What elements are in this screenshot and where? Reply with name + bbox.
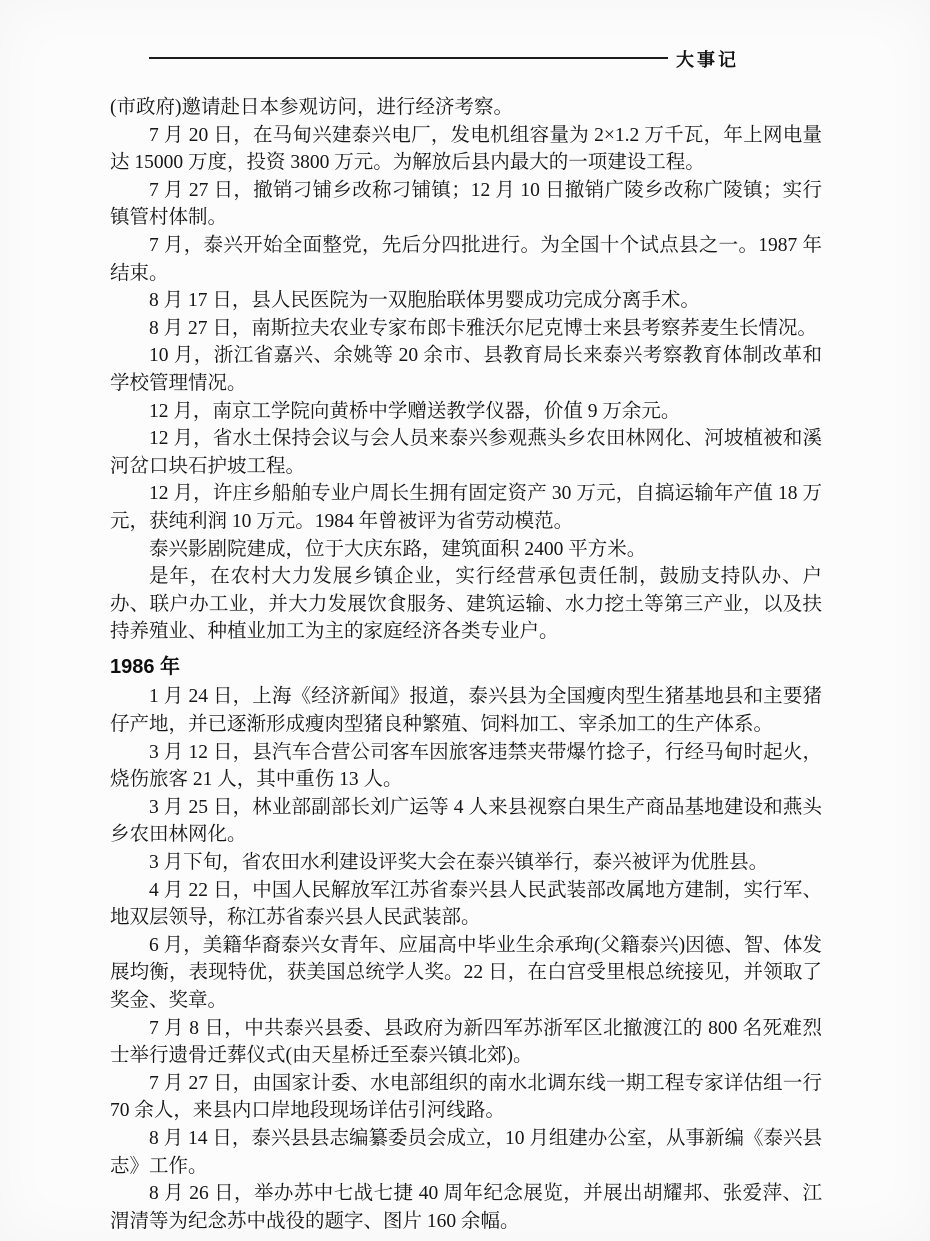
chronicle-entry: 泰兴影剧院建成，位于大庆东路，建筑面积 2400 平方米。 xyxy=(149,538,647,560)
header-rule xyxy=(149,57,668,59)
chronicle-entry: (市政府)邀请赴日本参观访问，进行经济考察。 xyxy=(110,97,513,118)
chronicle-entry: 12 月，南京工学院向黄桥中学赠送教学仪器，价值 9 万余元。 xyxy=(149,400,681,422)
chronicle-entry: 12 月，省水土保持会议与会人员来泰兴参观燕头乡农田林网化、河坡植被和溪河岔口块石护坡工程。 xyxy=(110,428,822,477)
chronicle-entry: 7 月 27 日，撤销刁铺乡改称刁铺镇；12 月 10 日撤销广陵乡改称广陵镇；实行镇管村体制。 xyxy=(110,179,822,229)
chronicle-content xyxy=(110,94,822,1235)
chronicle-entry: 7 月，泰兴开始全面整党，先后分四批进行。为全国十个试点县之一。1987 年结束。 xyxy=(110,234,822,284)
chronicle-entry: 6 月，美籍华裔泰兴女青年、应届高中毕业生余承珣(父籍泰兴)因德、智、体发展均衡，表现特优，获美国总统学人奖。22 日，在白宫受里根总统接见，并领取了奖金、奖章。 xyxy=(110,934,822,1011)
chronicle-entry: 3 月下旬，省农田水利建设评奖大会在泰兴镇举行，泰兴被评为优胜县。 xyxy=(149,852,769,874)
chronicle-entry: 1 月 24 日，上海《经济新闻》报道，泰兴县为全国瘦肉型生猪基地县和主要猪仔产地，并已逐渐形成瘦肉型猪良种繁殖、饲料加工、宰杀加工的生产体系。 xyxy=(110,686,822,736)
chronicle-entry: 4 月 22 日，中国人民解放军江苏省泰兴县人民武装部改属地方建制，实行军、地双层领导，称江苏省泰兴县人民武装部。 xyxy=(110,879,822,929)
chronicle-entry: 7 月 8 日，中共泰兴县委、县政府为新四军苏浙军区北撤渡江的 800 名死难烈士举行遗骨迁葬仪式(由天星桥迁至泰兴镇北郊)。 xyxy=(110,1017,822,1067)
chronicle-entry: 10 月，浙江省嘉兴、余姚等 20 余市、县教育局长来泰兴考察教育体制改革和学校管理情况。 xyxy=(110,345,822,394)
running-header xyxy=(0,0,930,80)
page-header-title: 大事记 xyxy=(676,50,739,70)
chronicle-entry: 8 月 27 日，南斯拉夫农业专家布郎卡雅沃尔尼克博士来县考察荞麦生长情况。 xyxy=(149,317,817,339)
chronicle-entry: 是年，在农村大力发展乡镇企业，实行经营承包责任制，鼓励支持队办、户办、联户办工业，并大力发展饮食服务、建筑运输、水力挖土等第三产业，以及扶持养殖业、种植业加工为主的家庭经济各类专业户。 xyxy=(110,566,822,643)
chronicle-entry: 7 月 27 日，由国家计委、水电部组织的南水北调东线一期工程专家详估组一行 70 余人，来县内口岸地段现场详估引河线路。 xyxy=(110,1072,822,1122)
chronicle-entry: 7 月 20 日，在马甸兴建泰兴电厂，发电机组容量为 2×1.2 万千瓦，年上网电量达 15000 万度，投资 3800 万元。为解放后县内最大的一项建设工程。 xyxy=(110,124,822,174)
chronicle-entry: 8 月 26 日，举办苏中七战七捷 40 周年纪念展览，并展出胡耀邦、张爱萍、江渭清等为纪念苏中战役的题字、图片 160 余幅。 xyxy=(110,1183,822,1232)
chronicle-entry: 8 月 14 日，泰兴县县志编纂委员会成立，10 月组建办公室，从事新编《泰兴县志》工作。 xyxy=(110,1127,822,1177)
chronicle-entry: 12 月，许庄乡船舶专业户周长生拥有固定资产 30 万元，自搞运输年产值 18 万元，获纯利润 10 万元。1984 年曾被评为省劳动模范。 xyxy=(110,483,822,532)
chronicle-entry: 3 月 12 日，县汽车合营公司客车因旅客违禁夹带爆竹捻子，行经马甸时起火，烧伤旅客 21 人，其中重伤 13 人。 xyxy=(110,741,822,791)
chronicle-entry: 8 月 17 日，县人民医院为一双胞胎联体男婴成功完成分离手术。 xyxy=(149,290,700,312)
year-heading: 1986 年 xyxy=(110,655,181,678)
chronicle-entry: 3 月 25 日，林业部副部长刘广运等 4 人来县视察白果生产商品基地建设和燕头乡农田林网化。 xyxy=(110,796,822,846)
